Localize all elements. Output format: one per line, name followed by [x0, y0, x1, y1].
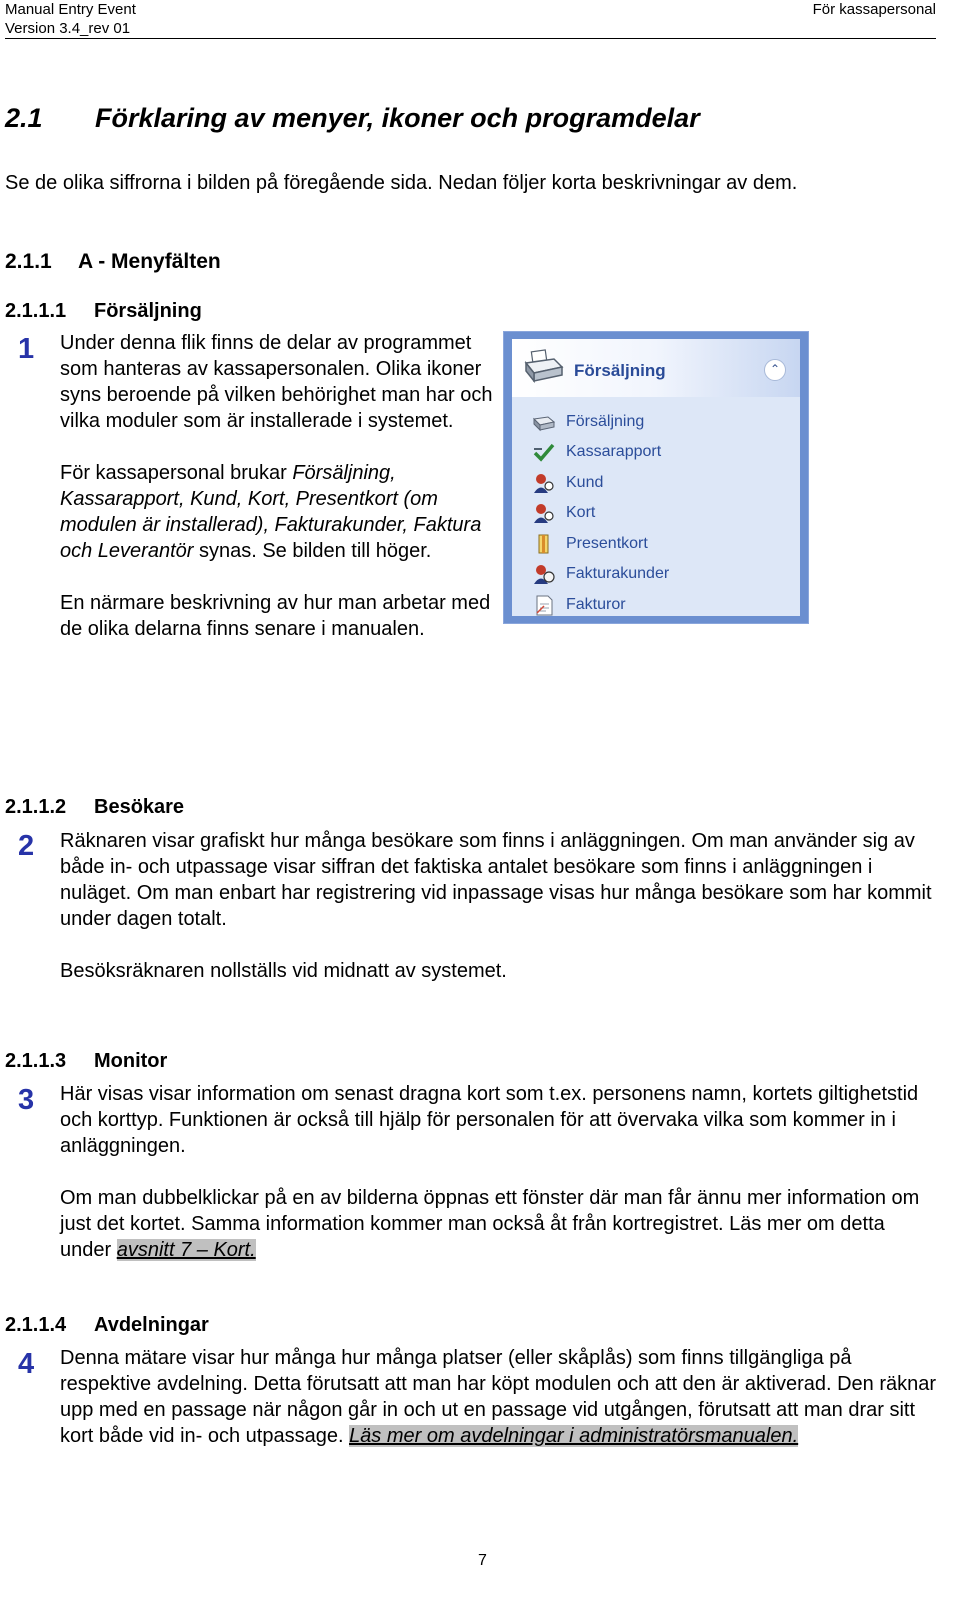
paragraph: Under denna flik finns de delar av programmet som hanteras av kassapersonalen. Olika ikoner syns beroende på vilken behörighet man har och vilka moduler som är installerade i systemet.	[60, 332, 493, 432]
page-header	[5, 0, 936, 39]
text-run: synas. Se bilden till höger.	[193, 540, 432, 562]
menu-item-forsaljning	[532, 409, 644, 435]
section-heading	[5, 103, 700, 134]
item-number: 2.1.1.2	[5, 796, 67, 818]
menu-item-label: Kund	[566, 474, 604, 491]
document-title: Manual Entry Event	[5, 1, 136, 18]
subsection-title: A - Menyfälten	[78, 250, 221, 273]
paragraph	[60, 460, 500, 564]
item-title: Avdelningar	[94, 1314, 209, 1336]
menu-item-label: Kassarapport	[566, 443, 662, 460]
subsection-heading	[5, 250, 221, 274]
person-icon	[532, 472, 556, 494]
item-number: 2.1.1.1	[5, 300, 67, 322]
item-marker: 2	[18, 830, 35, 862]
menu-item-kort	[532, 500, 595, 526]
menu-item-fakturakunder	[532, 561, 669, 587]
item-body	[60, 828, 940, 984]
menu-panel-inner	[512, 339, 800, 616]
document-icon	[532, 594, 556, 616]
item-number: 2.1.1.4	[5, 1314, 67, 1336]
header-left	[5, 0, 136, 38]
paragraph: Besöksräknaren nollställs vid midnatt av systemet.	[60, 960, 507, 982]
text-run: Om man dubbelklickar på en av bilderna öppnas ett fönster där man får ännu mer information om just det kortet. Samma information kommer man också åt från kortregistret. Läs mer om detta under	[60, 1187, 920, 1261]
item-body	[60, 330, 500, 642]
document-version: Version 3.4_rev 01	[5, 20, 131, 37]
admin-manual-link[interactable]: Läs mer om avdelningar i administratörsmanualen.	[349, 1425, 799, 1447]
item-title: Försäljning	[94, 300, 202, 322]
paragraph: En närmare beskrivning av hur man arbetar med de olika delarna finns senare i manualen.	[60, 592, 491, 640]
section-title: Förklaring av menyer, ikoner och programdelar	[95, 103, 700, 133]
item-title: Besökare	[94, 796, 185, 818]
menu-item-kassarapport	[532, 439, 661, 465]
section-7-link[interactable]: avsnitt 7 – Kort.	[116, 1239, 256, 1261]
item-body	[60, 1345, 940, 1449]
menu-panel-screenshot	[503, 331, 809, 624]
italic-text-run: Försäljning, Kassarapport, Kund, Kort, Presentkort (om modulen är installerad), Fakturakunder, Faktura och Leverantör	[60, 462, 482, 562]
text-run: För kassapersonal brukar	[60, 462, 293, 484]
item-heading-avdelningar	[5, 1314, 209, 1337]
section-intro: Se de olika siffrorna i bilden på föregående sida. Nedan följer korta beskrivningar av dem.	[5, 172, 798, 194]
menu-item-label: Presentkort	[566, 535, 648, 552]
item-number: 2.1.1.3	[5, 1050, 67, 1072]
collapse-chevron-icon: ⌃	[764, 359, 786, 381]
menu-panel-header	[512, 339, 800, 397]
item-title: Monitor	[94, 1050, 168, 1072]
menu-item-fakturor	[532, 592, 626, 618]
paragraph: Räknaren visar grafiskt hur många besökare som finns i anläggningen. Om man använder sig av både in- och utpassage visar siffran det faktiska antalet besökare som finns i anläggningen i nuläget. Om man enbart har registrering vid inpassage visas hur många besökare som har kommit under dagen totalt.	[60, 830, 932, 930]
person-gear-icon	[532, 563, 556, 585]
item-body	[60, 1081, 940, 1263]
menu-panel-title: Försäljning	[574, 361, 666, 380]
item-heading-forsaljning	[5, 300, 202, 323]
paragraph: Här visas visar information om senast dragna kort som t.ex. personens namn, kortets giltighetstid och korttyp. Funktionen är också till hjälp för personalen för att övervaka vilka som kommer in i anläggningen.	[60, 1083, 919, 1157]
paragraph	[60, 1345, 940, 1449]
text-run: Denna mätare visar hur många hur många platser (eller skåplås) som finns tillgängliga på respektive avdelning. Detta förutsatt att man har köpt modulen och att den är aktiverad. Den räknar upp med en passage när någon går in och ut en passage vid utgången, förutsatt att man drar sitt kort både vid in- och utpassage.	[60, 1347, 937, 1447]
menu-item-label: Fakturakunder	[566, 565, 670, 582]
header-audience: För kassapersonal	[812, 1, 936, 18]
paragraph	[60, 1185, 940, 1263]
person-icon	[532, 502, 556, 524]
item-marker: 4	[18, 1348, 35, 1380]
register-icon	[532, 411, 556, 433]
item-marker: 1	[18, 333, 35, 365]
checkmark-arrow-icon	[532, 441, 556, 463]
menu-item-label: Fakturor	[566, 596, 626, 613]
subsection-number: 2.1.1	[5, 250, 52, 273]
menu-item-presentkort	[532, 531, 648, 557]
menu-item-label: Försäljning	[566, 413, 645, 430]
item-heading-besokare	[5, 796, 184, 819]
menu-item-kund	[532, 470, 603, 496]
page-number: 7	[478, 1552, 487, 1569]
giftcard-icon	[532, 533, 556, 555]
section-number: 2.1	[5, 103, 43, 133]
menu-panel-list	[512, 397, 800, 616]
cash-register-icon	[518, 349, 566, 385]
item-marker: 3	[18, 1084, 35, 1116]
item-heading-monitor	[5, 1050, 167, 1073]
menu-item-label: Kort	[566, 504, 596, 521]
